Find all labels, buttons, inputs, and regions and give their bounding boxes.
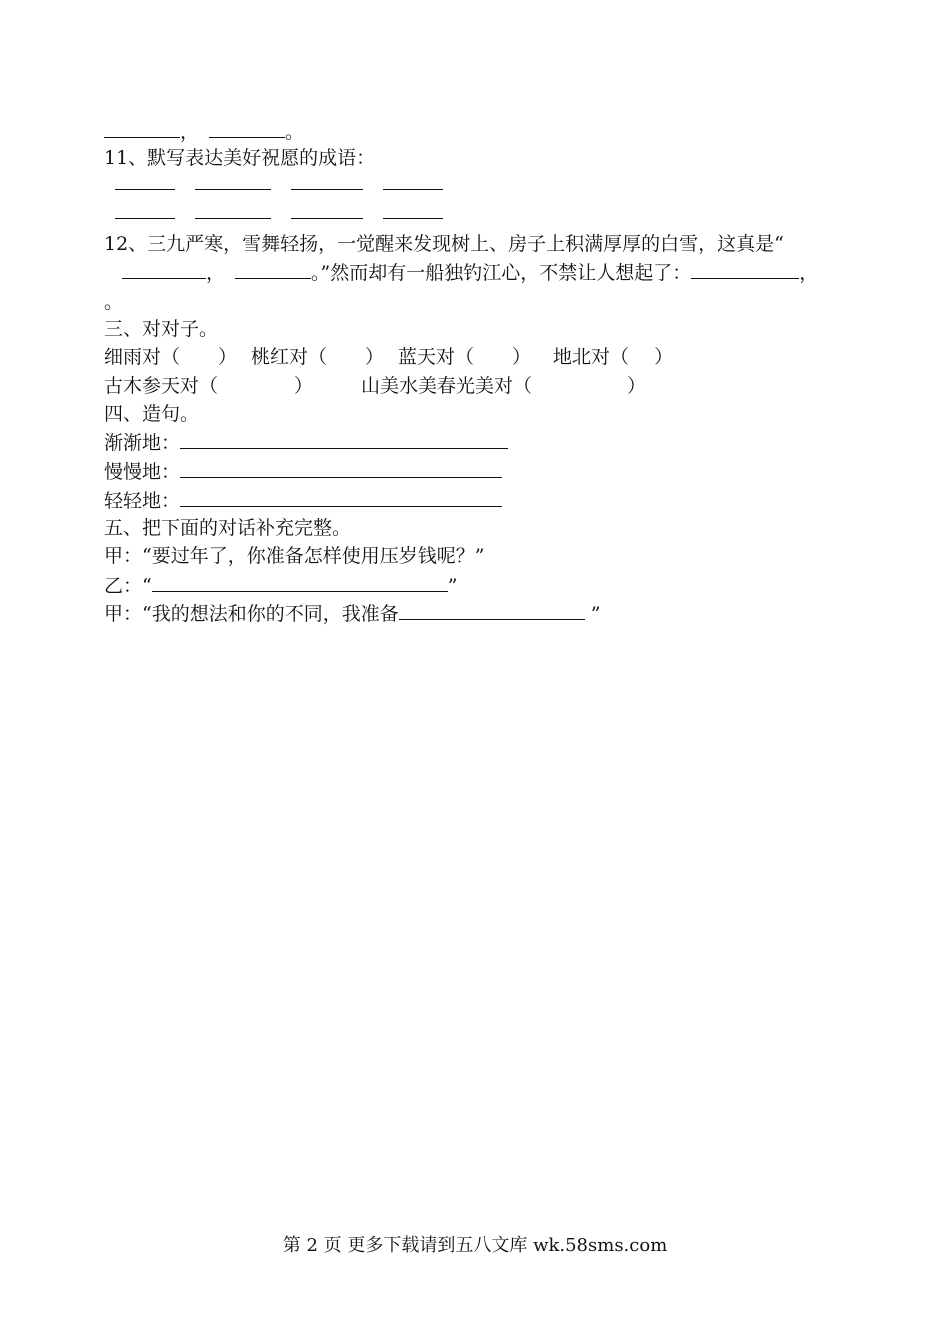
idiom-blank-row-2 (115, 201, 463, 224)
blank[interactable] (209, 120, 285, 138)
pair-item: 细雨对（ ） (104, 346, 238, 368)
blank[interactable] (122, 261, 206, 279)
dialogue-end: ” (447, 575, 458, 597)
dialogue-3 (104, 602, 600, 625)
q12-mid: 。”然而却有一船独钓江心，不禁让人想起了： (311, 262, 692, 284)
idiom-blank-row-1 (115, 172, 463, 195)
dialogue-blank[interactable] (152, 574, 448, 592)
sentence-label: 渐渐地： (104, 432, 181, 454)
pair-item: 桃红对（ ） (251, 346, 385, 368)
dialogue-blank[interactable] (399, 602, 585, 620)
section-5-title: 五、把下面的对话补充完整。 (104, 517, 352, 539)
sentence-blank[interactable] (180, 431, 508, 449)
sentence-label: 慢慢地： (104, 461, 181, 483)
question-12-end: 。 (104, 291, 124, 313)
sentence-blank[interactable] (180, 489, 502, 507)
comma: ， (180, 121, 200, 143)
dialogue-2 (104, 574, 457, 597)
comma: ， (799, 262, 819, 284)
blank[interactable] (691, 261, 799, 279)
dialogue-start: 乙：“ (104, 575, 152, 597)
pairs-row-2 (104, 375, 646, 397)
comma: ， (206, 262, 226, 284)
sentence-1 (104, 431, 508, 454)
blank[interactable] (115, 172, 175, 190)
question-11: 11、默写表达美好祝愿的成语： (104, 147, 376, 169)
section-4-title: 四、造句。 (104, 403, 200, 425)
dialogue-start: 甲：“我的想法和你的不同，我准备 (104, 603, 399, 625)
blank[interactable] (383, 201, 443, 219)
pair-item: 山美水美春光美对（ ） (361, 375, 647, 397)
pair-item: 古木参天对（ ） (104, 375, 314, 397)
line-continuation (104, 120, 304, 143)
blank[interactable] (195, 201, 271, 219)
pair-item: 地北对（ ） (553, 346, 674, 368)
sentence-label: 轻轻地： (104, 490, 181, 512)
blank[interactable] (115, 201, 175, 219)
section-3-title: 三、对对子。 (104, 318, 219, 340)
sentence-2 (104, 460, 502, 483)
blank[interactable] (291, 172, 363, 190)
blank[interactable] (383, 172, 443, 190)
sentence-blank[interactable] (180, 460, 502, 478)
pairs-row-1 (104, 346, 673, 368)
dialogue-end: ” (584, 603, 601, 625)
question-12-cont (122, 261, 818, 284)
page-footer: 第 2 页 更多下载请到五八文库 wk.58sms.com (282, 1235, 668, 1256)
blank[interactable] (195, 172, 271, 190)
question-12: 12、三九严寒，雪舞轻扬，一觉醒来发现树上、房子上积满厚厚的白雪，这真是“ (104, 233, 784, 255)
blank[interactable] (104, 120, 180, 138)
dialogue-1: 甲：“要过年了，你准备怎样使用压岁钱呢？” (104, 545, 485, 567)
pair-item: 蓝天对（ ） (398, 346, 532, 368)
blank[interactable] (291, 201, 363, 219)
sentence-3 (104, 489, 502, 512)
blank[interactable] (235, 261, 311, 279)
period: 。 (285, 121, 305, 143)
